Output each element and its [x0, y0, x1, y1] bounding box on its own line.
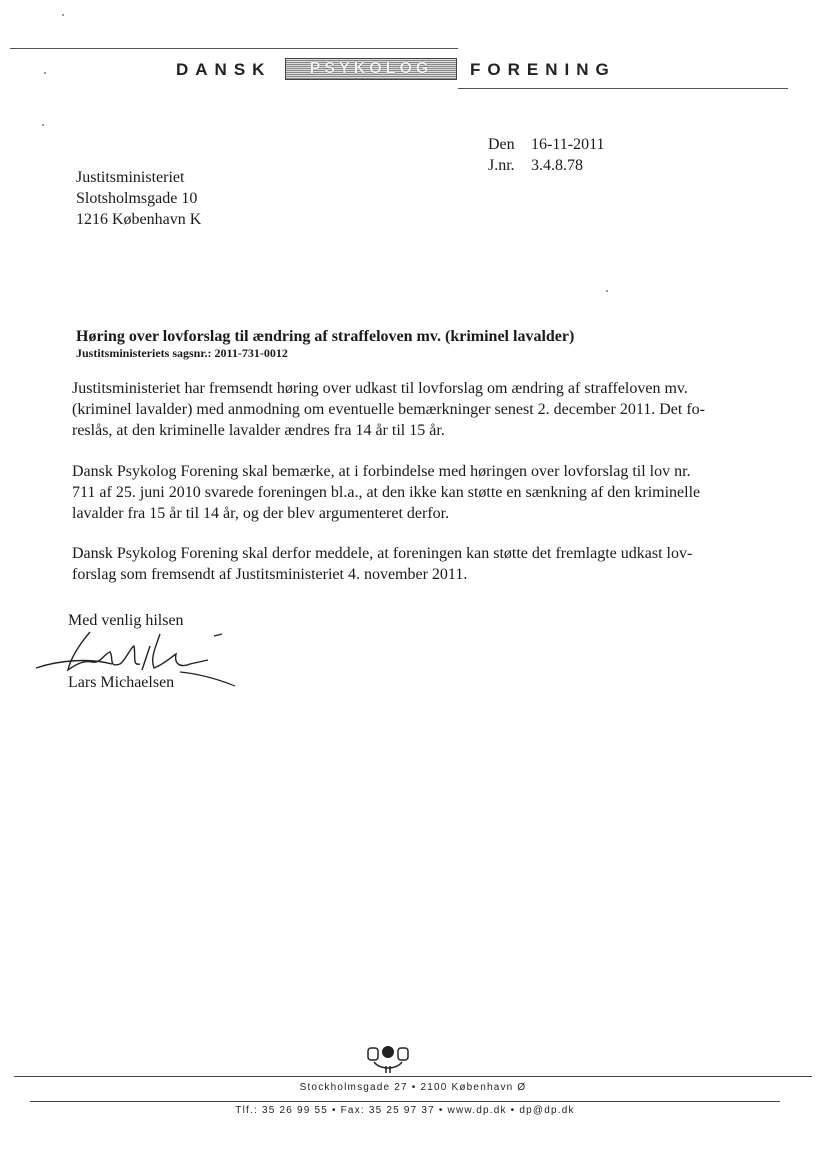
case-number: Justitsministeriets sagsnr.: 2011-731-0012 [76, 346, 288, 360]
scan-speck [42, 124, 44, 126]
letterhead-word-forening: FORENING [470, 60, 616, 79]
letterhead-rule-bottom [458, 88, 788, 89]
scan-speck [62, 14, 64, 16]
recipient-name: Justitsministeriet [76, 169, 185, 186]
date-reference-block [488, 134, 604, 176]
date-value: 16-11-2011 [531, 136, 605, 153]
body-paragraph-1 [72, 378, 752, 441]
association-logo-icon [366, 1044, 410, 1074]
reference-row [488, 155, 604, 176]
scan-speck [606, 290, 608, 292]
date-label: Den [488, 136, 515, 153]
paragraph-line: reslås, at den kriminelle lavalder ændres fra 14 år til 15 år. [72, 422, 445, 439]
date-row [488, 134, 604, 155]
footer-contact: Tlf.: 35 26 99 55 • Fax: 35 25 97 37 • www.dp.dk • dp@dp.dk [235, 1105, 575, 1116]
recipient-address [76, 167, 201, 230]
closing-greeting: Med venlig hilsen [68, 612, 184, 629]
recipient-city: 1216 København K [76, 211, 202, 228]
recipient-street: Slotsholmsgade 10 [76, 190, 198, 207]
paragraph-line: lavalder fra 15 år til 14 år, og der blev argumenteret derfor. [72, 505, 450, 522]
letterhead-word-dansk: DANSK [176, 60, 272, 79]
reference-value: 3.4.8.78 [531, 157, 583, 174]
paragraph-line: (kriminel lavalder) med anmodning om eventuelle bemærkninger senest 2. december 2011. Det fo- [72, 401, 705, 418]
footer-rule-top [14, 1076, 812, 1077]
paragraph-line: Justitsministeriet har fremsendt høring over udkast til lovforslag om ændring af straffeloven mv. [72, 380, 688, 397]
letterhead-word-psykolog: PSYKOLOG [285, 58, 457, 80]
paragraph-line: forslag som fremsendt af Justitsministeriet 4. november 2011. [72, 566, 468, 583]
paragraph-line: 711 af 25. juni 2010 svarede foreningen bl.a., at den ikke kan støtte en sænkning af den kriminelle [72, 484, 701, 501]
scan-speck [44, 72, 46, 74]
letter-subject: Høring over lovforslag til ændring af straffeloven mv. (kriminel lavalder) [76, 328, 575, 345]
footer-address: Stockholmsgade 27 • 2100 København Ø [299, 1082, 527, 1093]
body-paragraph-3 [72, 543, 752, 585]
paragraph-line: Dansk Psykolog Forening skal derfor meddele, at foreningen kan støtte det fremlagte udkast lov- [72, 545, 693, 562]
body-paragraph-2 [72, 461, 752, 524]
reference-label: J.nr. [488, 157, 515, 174]
footer-rule-bottom [30, 1101, 780, 1102]
letterhead-rule-top [10, 48, 458, 49]
paragraph-line: Dansk Psykolog Forening skal bemærke, at i forbindelse med høringen over lovforslag til lov nr. [72, 463, 691, 480]
signer-name: Lars Michaelsen [68, 674, 175, 691]
